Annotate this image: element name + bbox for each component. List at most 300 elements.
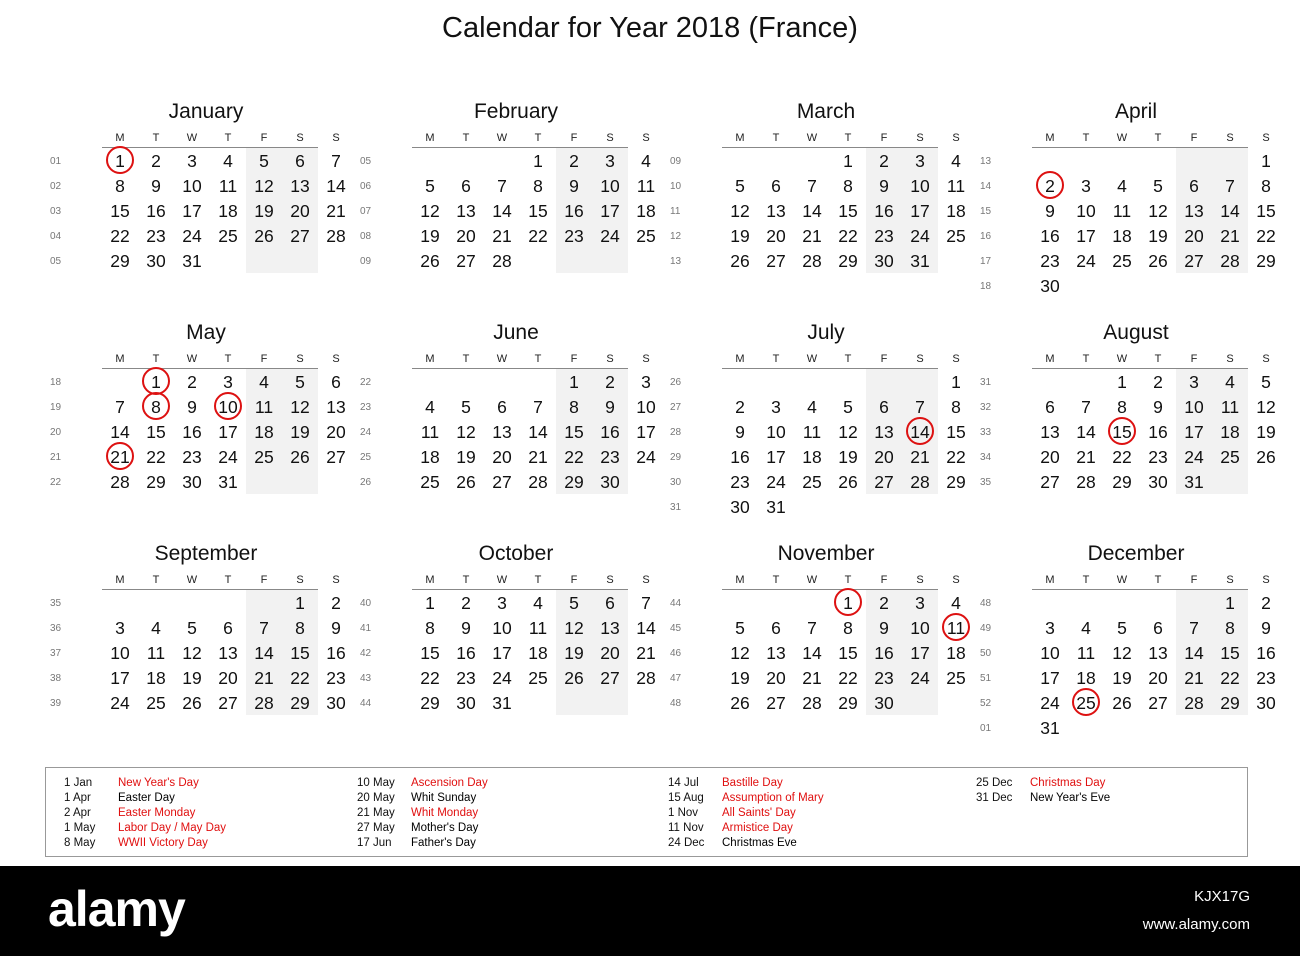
weekday-header: S <box>916 353 924 365</box>
calendar-day: 24 <box>1076 251 1096 271</box>
weekday-header: T <box>224 574 232 586</box>
calendar-day: 10 <box>600 176 620 196</box>
calendar-day: 5 <box>735 618 745 638</box>
calendar-day: 14 <box>802 643 822 663</box>
calendar-day: 21 <box>1076 447 1096 467</box>
calendar-day: 13 <box>766 201 786 221</box>
week-number: 26 <box>670 377 682 388</box>
calendar-day: 27 <box>218 693 238 713</box>
week-number: 05 <box>360 156 372 167</box>
weekday-header: M <box>1045 353 1055 365</box>
calendar-day: 2 <box>461 593 471 613</box>
legend-column <box>357 776 488 851</box>
weekday-header: T <box>152 132 160 144</box>
calendar-day: 19 <box>730 668 750 688</box>
week-number: 37 <box>50 648 62 659</box>
calendar-day: 9 <box>151 176 161 196</box>
calendar-day: 23 <box>874 668 894 688</box>
weekday-header: T <box>1082 574 1090 586</box>
calendar-day: 6 <box>1189 176 1199 196</box>
calendar-day: 22 <box>290 668 310 688</box>
calendar-day: 21 <box>910 447 930 467</box>
calendar-day: 24 <box>636 447 656 467</box>
calendar-day: 8 <box>295 618 305 638</box>
calendar-day: 20 <box>1040 447 1060 467</box>
calendar-day: 11 <box>946 176 966 196</box>
weekday-header: S <box>1226 574 1234 586</box>
calendar-day: 12 <box>1256 397 1276 417</box>
calendar-day: 3 <box>115 618 125 638</box>
legend-date: 15 Aug <box>668 792 704 804</box>
calendar-day: 30 <box>600 472 620 492</box>
legend-item <box>357 821 488 836</box>
calendar-day: 19 <box>838 447 858 467</box>
calendar-day: 18 <box>146 668 166 688</box>
calendar-day: 12 <box>1112 643 1132 663</box>
holiday-day: 21 <box>102 445 138 470</box>
calendar-day: 28 <box>492 251 512 271</box>
calendar-day: 12 <box>420 201 440 221</box>
weekday-header: T <box>844 574 852 586</box>
calendar-day: 15 <box>1256 201 1276 221</box>
week-number: 07 <box>360 206 372 217</box>
month-name: September <box>154 542 258 565</box>
week-number: 35 <box>980 477 992 488</box>
calendar-day: 5 <box>1261 372 1271 392</box>
calendar-day: 14 <box>802 201 822 221</box>
calendar-day: 4 <box>1081 618 1091 638</box>
calendar-day: 13 <box>326 397 346 417</box>
calendar-day: 13 <box>290 176 310 196</box>
legend-name: Easter Day <box>118 792 175 804</box>
calendar-day: 14 <box>1184 643 1204 663</box>
legend-item <box>64 821 226 836</box>
calendar-day: 10 <box>110 643 130 663</box>
calendar-day: 20 <box>218 668 238 688</box>
header-divider <box>102 147 318 148</box>
calendar-day: 16 <box>182 422 202 442</box>
calendar-day: 3 <box>1081 176 1091 196</box>
calendar-day: 9 <box>1261 618 1271 638</box>
week-number: 10 <box>670 181 682 192</box>
calendar-day: 22 <box>838 226 858 246</box>
calendar-day: 26 <box>1112 693 1132 713</box>
calendar-day: 10 <box>910 176 930 196</box>
calendar-day: 9 <box>605 397 615 417</box>
week-number: 35 <box>50 598 62 609</box>
calendar-day: 19 <box>1256 422 1276 442</box>
week-number: 15 <box>980 206 992 217</box>
calendar-day: 23 <box>326 668 346 688</box>
calendar-day: 16 <box>874 643 894 663</box>
month-name: November <box>777 542 875 565</box>
week-number: 13 <box>980 156 992 167</box>
calendar-day: 18 <box>1076 668 1096 688</box>
holiday-day: 1 <box>830 591 866 616</box>
weekday-header: T <box>152 353 160 365</box>
calendar-day: 28 <box>636 668 656 688</box>
calendar-day: 26 <box>420 251 440 271</box>
calendar-day: 31 <box>766 497 786 517</box>
weekday-header: W <box>186 574 198 586</box>
calendar-day: 25 <box>146 693 166 713</box>
calendar-day: 5 <box>569 593 579 613</box>
calendar-day: 12 <box>730 201 750 221</box>
calendar-day: 3 <box>605 151 615 171</box>
legend-date: 20 May <box>357 792 395 804</box>
calendar-day: 28 <box>802 251 822 271</box>
calendar-day: 3 <box>771 397 781 417</box>
calendar-day: 15 <box>946 422 966 442</box>
month-name: May <box>186 321 226 344</box>
calendar-day: 15 <box>838 643 858 663</box>
calendar-day: 19 <box>1112 668 1132 688</box>
calendar-day: 20 <box>766 226 786 246</box>
calendar-day: 6 <box>223 618 233 638</box>
week-number: 06 <box>360 181 372 192</box>
calendar-day: 27 <box>874 472 894 492</box>
calendar-day: 9 <box>1045 201 1055 221</box>
weekday-header: M <box>425 132 435 144</box>
weekday-header: T <box>224 132 232 144</box>
calendar-day: 29 <box>290 693 310 713</box>
calendar-day: 10 <box>1040 643 1060 663</box>
legend-name: WWII Victory Day <box>118 837 208 849</box>
calendar-day: 13 <box>492 422 512 442</box>
weekday-header: T <box>152 574 160 586</box>
calendar-day: 17 <box>1184 422 1204 442</box>
weekday-header: S <box>642 574 650 586</box>
legend-item <box>64 806 226 821</box>
week-number: 40 <box>360 598 372 609</box>
calendar-day: 1 <box>1117 372 1127 392</box>
calendar-day: 27 <box>456 251 476 271</box>
legend-item <box>668 821 824 836</box>
calendar-day: 1 <box>1261 151 1271 171</box>
calendar-day: 17 <box>910 643 930 663</box>
calendar-day: 19 <box>182 668 202 688</box>
calendar-day: 1 <box>843 151 853 171</box>
calendar-day: 19 <box>456 447 476 467</box>
legend-item <box>357 836 488 851</box>
calendar-day: 11 <box>218 176 238 196</box>
calendar-day: 10 <box>910 618 930 638</box>
calendar-day: 25 <box>946 668 966 688</box>
weekday-header: T <box>224 353 232 365</box>
week-number: 18 <box>50 377 62 388</box>
calendar-day: 22 <box>946 447 966 467</box>
weekday-header: S <box>332 353 340 365</box>
calendar-day: 27 <box>766 693 786 713</box>
calendar-day: 29 <box>1112 472 1132 492</box>
weekday-header: F <box>260 574 268 586</box>
weekday-header: W <box>186 132 198 144</box>
month-march <box>670 100 966 310</box>
weekday-header: T <box>1154 574 1162 586</box>
calendar-day: 19 <box>1148 226 1168 246</box>
calendar-day: 31 <box>218 472 238 492</box>
calendar-day: 15 <box>1220 643 1240 663</box>
calendar-day: 6 <box>1153 618 1163 638</box>
calendar-day: 6 <box>1045 397 1055 417</box>
calendar-day: 28 <box>1076 472 1096 492</box>
weekday-header: S <box>296 132 304 144</box>
calendar-day: 18 <box>420 447 440 467</box>
week-number: 26 <box>360 477 372 488</box>
weekday-header: F <box>880 132 888 144</box>
legend-name: All Saints' Day <box>722 807 796 819</box>
calendar-day: 30 <box>1148 472 1168 492</box>
calendar-day: 7 <box>641 593 651 613</box>
legend-item <box>668 776 824 791</box>
weekday-header: T <box>462 132 470 144</box>
legend-name: Father's Day <box>411 837 476 849</box>
month-name: February <box>473 100 559 123</box>
calendar-day: 8 <box>843 618 853 638</box>
calendar-day: 20 <box>1148 668 1168 688</box>
week-number: 48 <box>980 598 992 609</box>
weekday-header: M <box>1045 574 1055 586</box>
calendar-day: 27 <box>1148 693 1168 713</box>
calendar-day: 25 <box>254 447 274 467</box>
calendar-day: 12 <box>182 643 202 663</box>
calendar-day: 24 <box>766 472 786 492</box>
weekday-header: F <box>570 574 578 586</box>
calendar-day: 22 <box>838 668 858 688</box>
weekday-header: T <box>1082 132 1090 144</box>
calendar-day: 14 <box>492 201 512 221</box>
calendar-day: 26 <box>564 668 584 688</box>
legend-name: Easter Monday <box>118 807 196 819</box>
header-divider <box>412 368 628 369</box>
calendar-day: 16 <box>730 447 750 467</box>
calendar-day: 11 <box>802 422 822 442</box>
calendar-day: 18 <box>946 643 966 663</box>
holiday-day: 8 <box>138 395 174 420</box>
week-number: 23 <box>360 402 372 413</box>
calendar-day: 24 <box>110 693 130 713</box>
week-number: 44 <box>360 698 372 709</box>
week-number: 34 <box>980 452 992 463</box>
calendar-day: 13 <box>874 422 894 442</box>
calendar-day: 2 <box>187 372 197 392</box>
week-number: 46 <box>670 648 682 659</box>
calendar-day: 2 <box>879 151 889 171</box>
calendar-day: 28 <box>326 226 346 246</box>
calendar-day: 23 <box>874 226 894 246</box>
month-july <box>670 321 966 531</box>
calendar-day: 1 <box>425 593 435 613</box>
calendar-day: 17 <box>600 201 620 221</box>
calendar-day: 20 <box>492 447 512 467</box>
calendar-day: 21 <box>1220 226 1240 246</box>
site-url: www.alamy.com <box>1142 916 1250 933</box>
calendar-day: 7 <box>807 176 817 196</box>
week-number: 13 <box>670 256 682 267</box>
calendar-day: 1 <box>951 372 961 392</box>
calendar-day: 3 <box>915 151 925 171</box>
calendar-day: 5 <box>259 151 269 171</box>
weekday-header: M <box>425 574 435 586</box>
weekday-header: W <box>496 353 508 365</box>
calendar-day: 10 <box>1184 397 1204 417</box>
legend-date: 2 Apr <box>64 807 91 819</box>
calendar-day: 5 <box>1117 618 1127 638</box>
calendar-day: 6 <box>461 176 471 196</box>
month-november <box>670 542 966 752</box>
calendar-day: 7 <box>807 618 817 638</box>
weekday-header: S <box>296 353 304 365</box>
legend-item <box>64 791 226 806</box>
month-september <box>50 542 346 752</box>
calendar-day: 5 <box>843 397 853 417</box>
calendar-day: 25 <box>420 472 440 492</box>
weekday-header: S <box>1226 132 1234 144</box>
calendar-day: 23 <box>456 668 476 688</box>
month-name: June <box>493 321 539 344</box>
header-divider <box>102 589 318 590</box>
week-number: 36 <box>50 623 62 634</box>
calendar-day: 31 <box>1184 472 1204 492</box>
calendar-day: 4 <box>1225 372 1235 392</box>
legend-date: 10 May <box>357 777 395 789</box>
calendar-day: 2 <box>151 151 161 171</box>
week-number: 31 <box>980 377 992 388</box>
calendar-day: 16 <box>456 643 476 663</box>
weekday-header: S <box>642 353 650 365</box>
weekday-header: S <box>1262 132 1270 144</box>
calendar-day: 8 <box>1117 397 1127 417</box>
month-may <box>50 321 346 531</box>
calendar-day: 24 <box>1040 693 1060 713</box>
calendar-day: 7 <box>115 397 125 417</box>
calendar-day: 14 <box>110 422 130 442</box>
calendar-day: 23 <box>182 447 202 467</box>
calendar-day: 26 <box>838 472 858 492</box>
calendar-day: 8 <box>951 397 961 417</box>
calendar-day: 19 <box>564 643 584 663</box>
legend-item <box>976 791 1110 806</box>
weekday-header: S <box>1262 353 1270 365</box>
legend-name: Assumption of Mary <box>722 792 824 804</box>
header-divider <box>1032 368 1248 369</box>
legend-date: 8 May <box>64 837 96 849</box>
calendar-day: 13 <box>218 643 238 663</box>
legend-item <box>668 806 824 821</box>
weekday-header: S <box>952 574 960 586</box>
calendar-day: 7 <box>497 176 507 196</box>
weekday-header: S <box>332 574 340 586</box>
week-number: 12 <box>670 231 682 242</box>
weekday-header: S <box>916 132 924 144</box>
calendar-day: 27 <box>766 251 786 271</box>
calendar-day: 23 <box>1148 447 1168 467</box>
calendar-day: 6 <box>295 151 305 171</box>
calendar-day: 29 <box>946 472 966 492</box>
holiday-day: 1 <box>102 149 138 174</box>
week-number: 43 <box>360 673 372 684</box>
month-name: October <box>478 542 554 565</box>
calendar-day: 29 <box>838 251 858 271</box>
calendar-day: 20 <box>456 226 476 246</box>
calendar-day: 24 <box>1184 447 1204 467</box>
calendar-day: 17 <box>492 643 512 663</box>
legend-column <box>64 776 226 851</box>
calendar-day: 20 <box>290 201 310 221</box>
holiday-day: 11 <box>938 616 974 641</box>
calendar-day: 21 <box>254 668 274 688</box>
calendar-day: 18 <box>528 643 548 663</box>
alamy-logo: alamy <box>48 881 185 937</box>
calendar-day: 27 <box>326 447 346 467</box>
weekday-header: W <box>1116 132 1128 144</box>
calendar-day: 27 <box>492 472 512 492</box>
weekday-header: T <box>844 132 852 144</box>
calendar-day: 14 <box>528 422 548 442</box>
weekday-header: W <box>1116 574 1128 586</box>
calendar-day: 28 <box>528 472 548 492</box>
calendar-day: 2 <box>879 593 889 613</box>
legend-name: Armistice Day <box>722 822 793 834</box>
calendar-day: 30 <box>182 472 202 492</box>
calendar-day: 11 <box>1112 201 1132 221</box>
weekday-header: T <box>462 353 470 365</box>
week-number: 30 <box>670 477 682 488</box>
calendar-day: 20 <box>1184 226 1204 246</box>
calendar-day: 5 <box>735 176 745 196</box>
calendar-day: 11 <box>1076 643 1096 663</box>
legend-item <box>64 776 226 791</box>
calendar-day: 4 <box>533 593 543 613</box>
calendar-day: 5 <box>1153 176 1163 196</box>
calendar-day: 18 <box>946 201 966 221</box>
calendar-day: 1 <box>533 151 543 171</box>
calendar-day: 12 <box>290 397 310 417</box>
calendar-day: 26 <box>1148 251 1168 271</box>
calendar-day: 2 <box>735 397 745 417</box>
calendar-day: 26 <box>290 447 310 467</box>
calendar-day: 21 <box>802 226 822 246</box>
month-august <box>980 321 1276 531</box>
calendar-day: 2 <box>1153 372 1163 392</box>
week-number: 24 <box>360 427 372 438</box>
weekday-header: F <box>260 132 268 144</box>
weekday-header: T <box>1154 132 1162 144</box>
calendar-day: 30 <box>146 251 166 271</box>
calendar-day: 11 <box>254 397 274 417</box>
calendar-day: 31 <box>182 251 202 271</box>
calendar-day: 22 <box>1256 226 1276 246</box>
calendar-day: 29 <box>838 693 858 713</box>
calendar-day: 6 <box>771 176 781 196</box>
week-number: 05 <box>50 256 62 267</box>
calendar-day: 20 <box>600 643 620 663</box>
header-divider <box>1032 589 1248 590</box>
weekday-header: F <box>1190 353 1198 365</box>
calendar-day: 19 <box>290 422 310 442</box>
calendar-day: 10 <box>492 618 512 638</box>
calendar-day: 10 <box>182 176 202 196</box>
calendar-day: 7 <box>1081 397 1091 417</box>
weekday-header: W <box>186 353 198 365</box>
calendar-day: 9 <box>879 618 889 638</box>
calendar-day: 22 <box>420 668 440 688</box>
calendar-day: 18 <box>636 201 656 221</box>
calendar-day: 27 <box>290 226 310 246</box>
holiday-day: 14 <box>902 420 938 445</box>
calendar-day: 2 <box>331 593 341 613</box>
weekday-header: F <box>880 574 888 586</box>
